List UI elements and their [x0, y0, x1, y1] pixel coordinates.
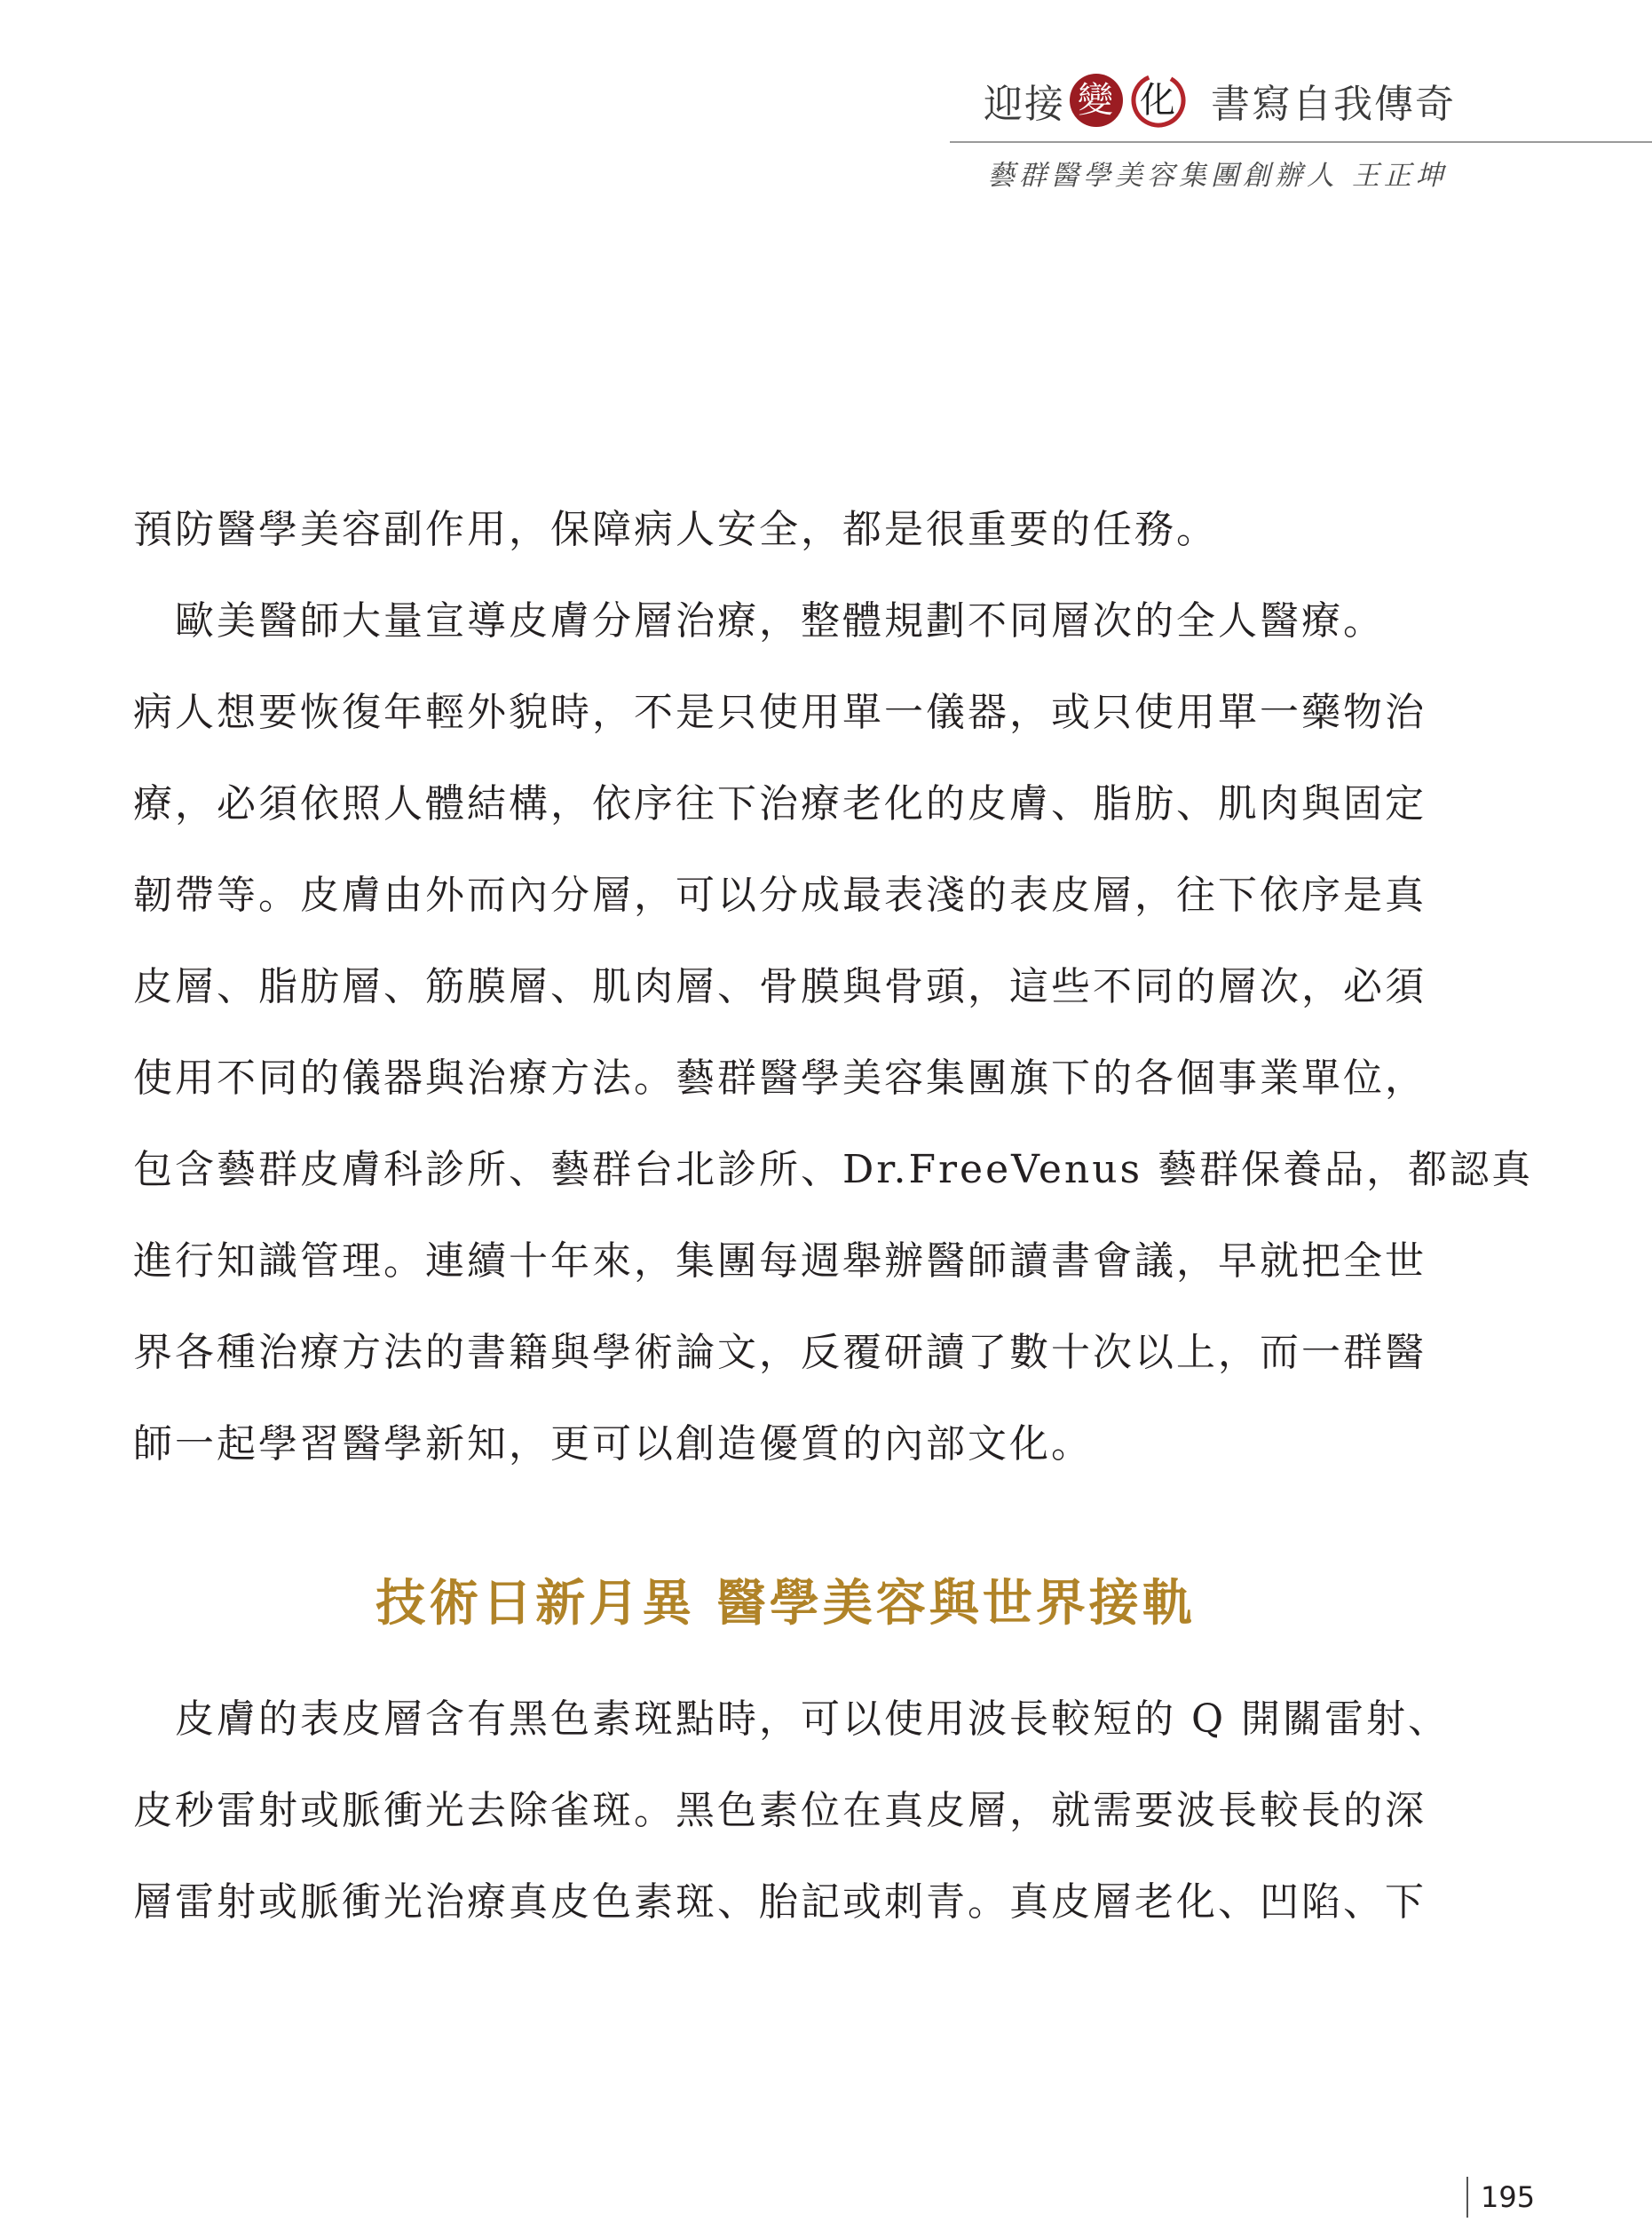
- text-line: 師一起學習醫學新知，更可以創造優質的內部文化。: [133, 1421, 1093, 1467]
- text-line: 界各種治療方法的書籍與學術論文，反覆研讀了數十次以上，而一群醫: [133, 1330, 1427, 1375]
- page-number: 195: [1481, 2180, 1536, 2214]
- text-line: 病人想要恢復年輕外貌時，不是只使用單一儀器，或只使用單一藥物治: [133, 690, 1427, 735]
- author-byline: 藝群醫學美容集團創辦人 王正坤: [987, 160, 1448, 192]
- book-title-suffix: 書寫自我傳奇: [1211, 82, 1456, 127]
- text-line: 皮層、脂肪層、筋膜層、肌肉層、骨膜與骨頭，這些不同的層次，必須: [133, 964, 1427, 1009]
- text-line: 包含藝群皮膚科診所、藝群台北診所、Dr.FreeVenus 藝群保養品，都認真: [133, 1147, 1534, 1192]
- text-line: 療，必須依照人體結構，依序往下治療老化的皮膚、脂肪、肌肉與固定: [133, 781, 1427, 826]
- text-line: 層雷射或脈衝光治療真皮色素斑、胎記或刺青。真皮層老化、凹陷、下: [133, 1879, 1427, 1925]
- header-divider: [950, 141, 1652, 143]
- book-title-prefix: 迎接: [984, 82, 1065, 127]
- red-ring-stamp: [1130, 72, 1187, 129]
- book-title: [984, 69, 1456, 131]
- seal-character-2: 化: [1140, 80, 1177, 121]
- text-line: 歐美醫師大量宣導皮膚分層治療，整體規劃不同層次的全人醫療。: [133, 598, 1385, 644]
- running-header: [0, 0, 1652, 195]
- text-line: 進行知識管理。連續十年來，集團每週舉辦醫師讀書會議，早就把全世: [133, 1238, 1427, 1284]
- section-heading: 技術日新月異 醫學美容與世界接軌: [375, 1575, 1196, 1633]
- text-line: 預防醫學美容副作用，保障病人安全，都是很重要的任務。: [133, 507, 1218, 552]
- text-line: 皮秒雷射或脈衝光去除雀斑。黑色素位在真皮層，就需要波長較長的深: [133, 1788, 1427, 1833]
- red-seal-stamp: [1068, 72, 1125, 129]
- text-line: 使用不同的儀器與治療方法。藝群醫學美容集團旗下的各個事業單位，: [133, 1056, 1427, 1101]
- page-number-divider: [1466, 2177, 1468, 2218]
- seal-character-1: 變: [1078, 80, 1115, 121]
- text-line: 韌帶等。皮膚由外而內分層，可以分成最表淺的表皮層，往下依序是真: [133, 873, 1427, 918]
- text-line: 皮膚的表皮層含有黑色素斑點時，可以使用波長較短的 Q 開關雷射、: [133, 1696, 1450, 1742]
